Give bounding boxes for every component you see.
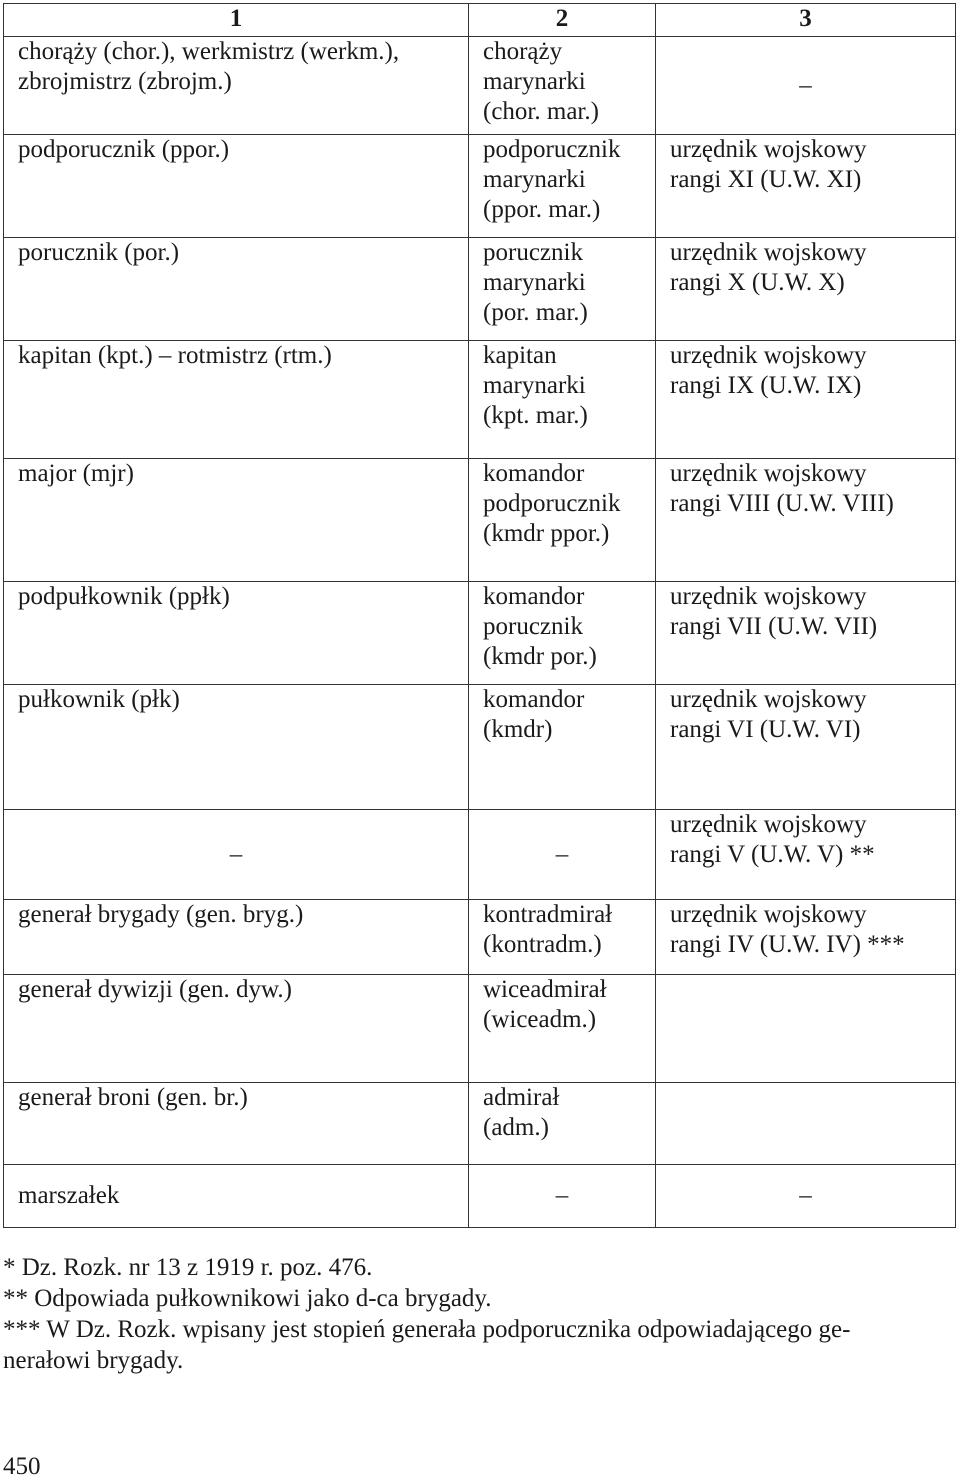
footnote: ** Odpowiada pułkownikowi jako d-ca brygady. — [3, 1285, 492, 1312]
table-row — [4, 810, 956, 900]
navy-rank-cell: wiceadmirał (wiceadm.) — [469, 975, 656, 1083]
army-rank-cell: – — [4, 810, 469, 900]
army-rank-cell: marszałek — [4, 1165, 469, 1228]
table-row — [4, 238, 956, 341]
army-rank-cell: generał dywizji (gen. dyw.) — [4, 975, 469, 1083]
army-rank-cell: generał broni (gen. br.) — [4, 1083, 469, 1165]
navy-rank-cell: kapitan marynarki (kpt. mar.) — [469, 341, 656, 459]
table-row — [4, 1165, 956, 1228]
table-row — [4, 975, 956, 1083]
table-header-row — [4, 4, 956, 37]
navy-rank-cell: komandor porucznik (kmdr por.) — [469, 582, 656, 685]
army-rank-cell: major (mjr) — [4, 459, 469, 582]
army-rank-cell: kapitan (kpt.) – rotmistrz (rtm.) — [4, 341, 469, 459]
official-rank-cell: urzędnik wojskowy rangi VII (U.W. VII) — [656, 582, 956, 685]
official-rank-cell: urzędnik wojskowy rangi VIII (U.W. VIII) — [656, 459, 956, 582]
navy-rank-cell: admirał (adm.) — [469, 1083, 656, 1165]
navy-rank-cell: chorąży marynarki (chor. mar.) — [469, 37, 656, 135]
table-row — [4, 685, 956, 810]
official-rank-cell: urzędnik wojskowy rangi VI (U.W. VI) — [656, 685, 956, 810]
footnotes — [3, 1252, 955, 1376]
official-rank-cell: urzędnik wojskowy rangi IX (U.W. IX) — [656, 341, 956, 459]
column-header-3: 3 — [656, 4, 956, 37]
navy-rank-cell: komandor podporucznik (kmdr ppor.) — [469, 459, 656, 582]
navy-rank-cell: – — [469, 1165, 656, 1228]
army-rank-cell: podpułkownik (ppłk) — [4, 582, 469, 685]
navy-rank-cell: – — [469, 810, 656, 900]
navy-rank-cell: porucznik marynarki (por. mar.) — [469, 238, 656, 341]
navy-rank-cell: komandor (kmdr) — [469, 685, 656, 810]
navy-rank-cell: podporucznik marynarki (ppor. mar.) — [469, 135, 656, 238]
army-rank-cell: porucznik (por.) — [4, 238, 469, 341]
column-header-2: 2 — [469, 4, 656, 37]
official-rank-cell: urzędnik wojskowy rangi X (U.W. X) — [656, 238, 956, 341]
official-rank-cell: – — [656, 1165, 956, 1228]
official-rank-cell: urzędnik wojskowy rangi V (U.W. V) ** — [656, 810, 956, 900]
army-rank-cell: generał brygady (gen. bryg.) — [4, 900, 469, 975]
official-rank-cell: urzędnik wojskowy rangi IV (U.W. IV) *** — [656, 900, 956, 975]
navy-rank-cell: kontradmirał (kontradm.) — [469, 900, 656, 975]
army-rank-cell: pułkownik (płk) — [4, 685, 469, 810]
official-rank-cell — [656, 1083, 956, 1165]
column-header-1: 1 — [4, 4, 469, 37]
footnote: *** W Dz. Rozk. wpisany jest stopień generała podporucznika odpowiadającego ge- nerałowi brygady. — [3, 1316, 851, 1374]
table-row — [4, 135, 956, 238]
army-rank-cell: chorąży (chor.), werkmistrz (werkm.), zbrojmistrz (zbrojm.) — [4, 37, 469, 135]
official-rank-cell: – — [656, 37, 956, 135]
table-row — [4, 582, 956, 685]
official-rank-cell: urzędnik wojskowy rangi XI (U.W. XI) — [656, 135, 956, 238]
table-row — [4, 900, 956, 975]
table-row — [4, 341, 956, 459]
footnote: * Dz. Rozk. nr 13 z 1919 r. poz. 476. — [3, 1254, 373, 1281]
rank-equivalence-table — [3, 3, 956, 1228]
official-rank-cell — [656, 975, 956, 1083]
table-row — [4, 459, 956, 582]
army-rank-cell: podporucznik (ppor.) — [4, 135, 469, 238]
table-row — [4, 37, 956, 135]
page-number: 450 — [3, 1453, 41, 1480]
table-row — [4, 1083, 956, 1165]
